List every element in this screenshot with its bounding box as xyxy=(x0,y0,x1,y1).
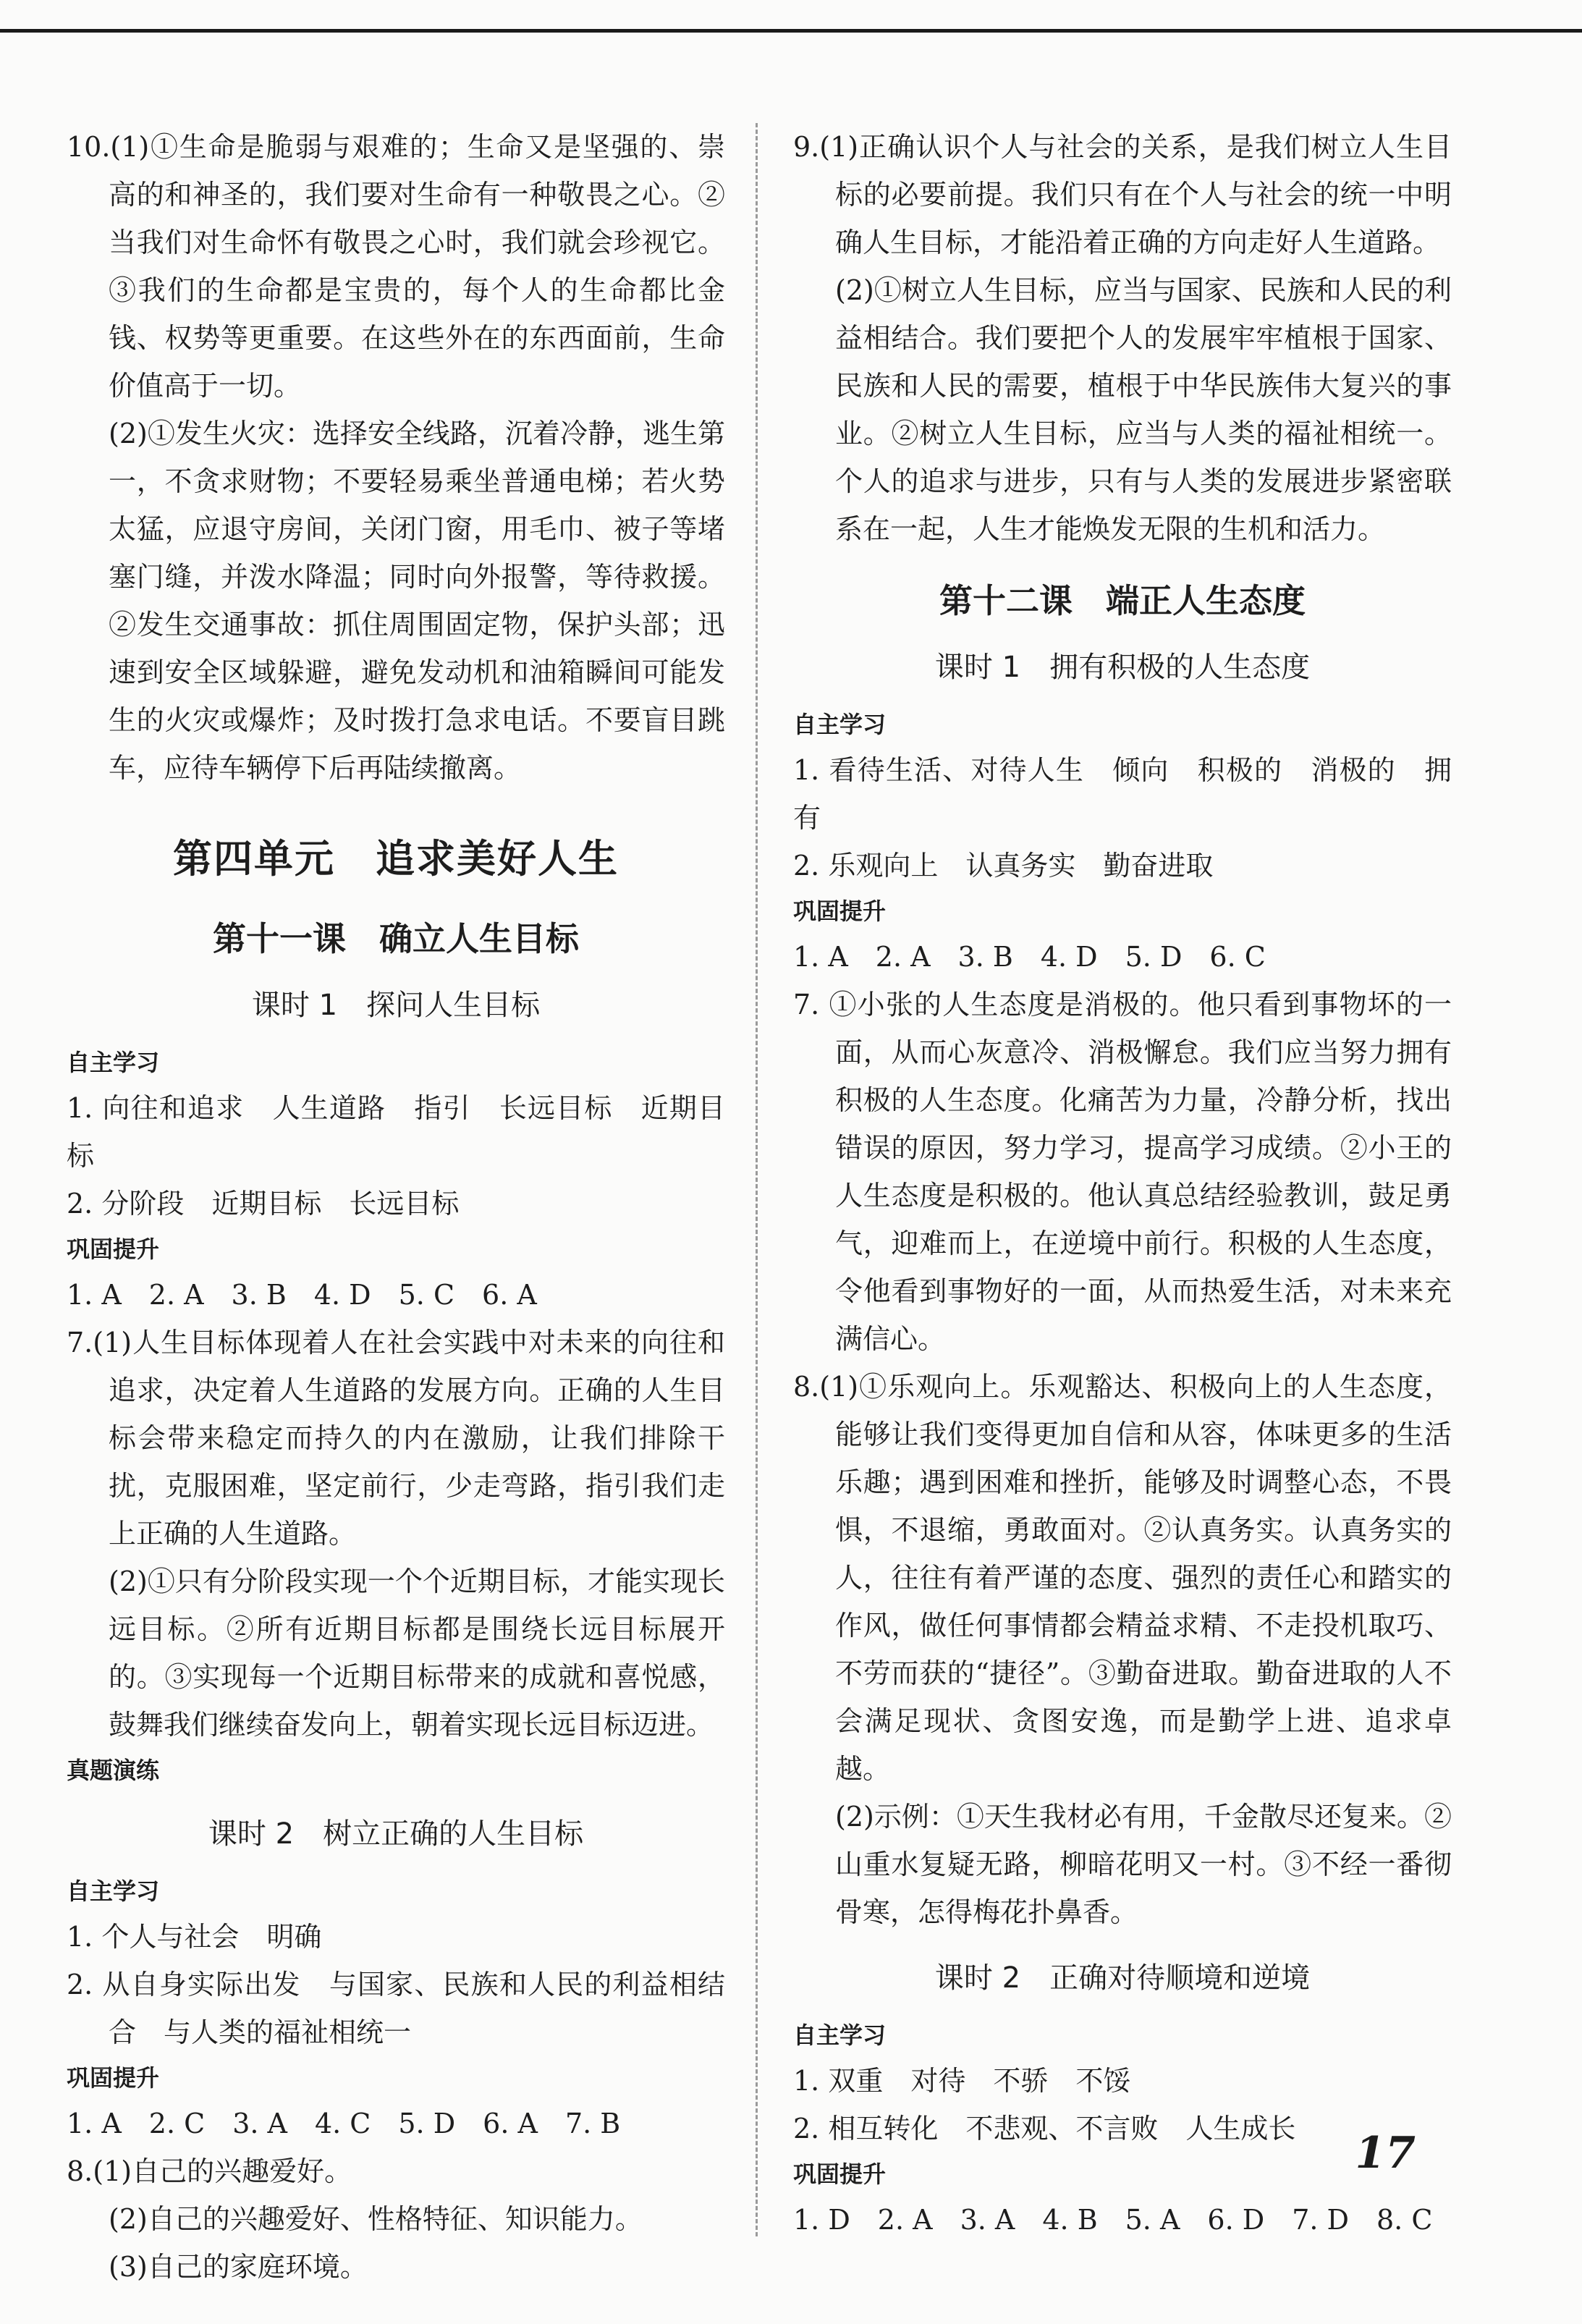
self-study-item-1: 1. 向往和追求 人生道路 指引 长远目标 近期目标 xyxy=(67,1092,725,1172)
header-rule xyxy=(0,0,1582,33)
q8-part3: (3)自己的家庭环境。 xyxy=(109,2251,368,2283)
section-consolidate-2: 巩固提升 xyxy=(67,2064,160,2092)
choice-answers-2: 1. A 2. C 3. A 4. C 5. D 6. A 7. B xyxy=(67,2108,621,2139)
choice-answers: 1. A 2. A 3. B 4. D 5. C 6. A xyxy=(67,1279,537,1311)
q9-part1: 9.(1)正确认识个人与社会的关系，是我们树立人生目标的必要前提。我们只有在个人与社会的统一中明确人生目标，才能沿着正确的方向走好人生道路。 xyxy=(793,131,1452,258)
q8-part2: (2)自己的兴趣爱好、性格特征、知识能力。 xyxy=(109,2203,643,2235)
self-study-2-item-2: 2. 从自身实际出发 与国家、民族和人民的利益相结合 与人类的福祉相统一 xyxy=(67,1969,725,2048)
self-study-2-item-1: 1. 个人与社会 明确 xyxy=(67,1921,322,1953)
choice-answers-3: 1. A 2. A 3. B 4. D 5. D 6. C xyxy=(793,941,1266,973)
lesson-12-title: 第十二课 端正人生态度 xyxy=(939,581,1306,620)
lesson-11-period-2-title: 课时 2 树立正确的人生目标 xyxy=(208,1817,584,1851)
self-study-3-item-2: 2. 乐观向上 认真务实 勤奋进取 xyxy=(793,850,1214,882)
q7-part1: 7.(1)人生目标体现着人在社会实践中对未来的向往和追求，决定着人生道路的发展方向。正确的人生目标会带来稳定而持久的内在激励，让我们排除干扰，克服困难，坚定前行，少走弯路，指引我们走上正确的人生道路。 xyxy=(67,1327,725,1550)
section-self-study: 自主学习 xyxy=(67,1049,160,1076)
q7-part2: (2)①只有分阶段实现一个个近期目标，才能实现长远目标。②所有近期目标都是围绕长远目标展开的。③实现每一个近期目标带来的成就和喜悦感，鼓舞我们继续奋发向上，朝着实现长远目标迈进。 xyxy=(109,1565,725,1741)
lesson-12-q7: 7. ①小张的人生态度是消极的。他只看到事物坏的一面，从而心灰意冷、消极懈怠。我们应当努力拥有积极的人生态度。化痛苦为力量，冷静分析，找出错误的原因，努力学习，提高学习成绩。②小王的人生态度是积极的。他认真总结经验教训，鼓足勇气，迎难而上，在逆境中前行。积极的人生态度，令他看到事物好的一面，从而热爱生活，对未来充满信心。 xyxy=(793,989,1452,1355)
section-self-study-3: 自主学习 xyxy=(793,711,887,738)
unit-title: 第四单元 追求美好人生 xyxy=(173,836,619,882)
right-column xyxy=(793,123,1452,2244)
section-exam-practice: 真题演练 xyxy=(67,1757,160,1784)
column-divider xyxy=(756,123,758,2236)
q10-part1: 10.(1)①生命是脆弱与艰难的；生命又是坚强的、崇高的和神圣的，我们要对生命有一种敬畏之心。②当我们对生命怀有敬畏之心时，我们就会珍视它。③我们的生命都是宝贵的，每个人的生命都比金钱、权势等更重要。在这些外在的东西面前，生命价值高于一切。 xyxy=(67,131,725,402)
self-study-3-item-1: 1. 看待生活、对待人生 倾向 积极的 消极的 拥有 xyxy=(793,754,1452,834)
self-study-4-item-1: 1. 双重 对待 不骄 不馁 xyxy=(793,2065,1131,2097)
section-consolidate-4: 巩固提升 xyxy=(793,2160,887,2188)
section-consolidate: 巩固提升 xyxy=(67,1235,160,1263)
lesson-12-q8-part1: 8.(1)①乐观向上。乐观豁达、积极向上的人生态度，能够让我们变得更加自信和从容，体味更多的生活乐趣；遇到困难和挫折，能够及时调整心态，不畏惧，不退缩，勇敢面对。②认真务实。认真务实的人，往往有着严谨的态度、强烈的责任心和踏实的作风，做任何事情都会精益求精、不走投机取巧、不劳而获的“捷径”。③勤奋进取。勤奋进取的人不会满足现状、贪图安逸，而是勤学上进、追求卓越。 xyxy=(793,1371,1452,1785)
section-self-study-2: 自主学习 xyxy=(67,1877,160,1905)
self-study-item-2: 2. 分阶段 近期目标 长远目标 xyxy=(67,1188,460,1220)
section-consolidate-3: 巩固提升 xyxy=(793,897,887,925)
lesson-12-period-2-title: 课时 2 正确对待顺境和逆境 xyxy=(934,1961,1311,1995)
q10-part2: (2)①发生火灾：选择安全线路，沉着冷静，逃生第一，不贪求财物；不要轻易乘坐普通电梯；若火势太猛，应退守房间，关闭门窗，用毛巾、被子等堵塞门缝，并泼水降温；同时向外报警，等待救援。②发生交通事故：抓住周围固定物，保护头部；迅速到安全区域躲避，避免发动机和油箱瞬间可能发生的火灾或爆炸；及时拨打急求电话。不要盲目跳车，应待车辆停下后再陆续撤离。 xyxy=(109,418,725,784)
q8-part1: 8.(1)自己的兴趣爱好。 xyxy=(67,2155,352,2187)
lesson-11-title: 第十一课 确立人生目标 xyxy=(213,919,579,958)
left-column xyxy=(67,123,725,2291)
self-study-4-item-2: 2. 相互转化 不悲观、不言败 人生成长 xyxy=(793,2113,1296,2145)
page-number: 17 xyxy=(1355,2128,1416,2179)
lesson-12-q8-part2: (2)示例：①天生我材必有用，千金散尽还复来。②山重水复疑无路，柳暗花明又一村。③不经一番彻骨寒，怎得梅花扑鼻香。 xyxy=(835,1801,1452,1928)
section-self-study-4: 自主学习 xyxy=(793,2021,887,2049)
lesson-12-period-1-title: 课时 1 拥有积极的人生态度 xyxy=(934,651,1311,684)
q9-part2: (2)①树立人生目标，应当与国家、民族和人民的利益相结合。我们要把个人的发展牢牢植根于国家、民族和人民的需要，植根于中华民族伟大复兴的事业。②树立人生目标，应当与人类的福祉相统一。个人的追求与进步，只有与人类的发展进步紧密联系在一起，人生才能焕发无限的生机和活力。 xyxy=(835,274,1452,545)
lesson-11-period-1-title: 课时 1 探问人生目标 xyxy=(251,989,541,1022)
choice-answers-4: 1. D 2. A 3. A 4. B 5. A 6. D 7. D 8. C xyxy=(793,2204,1433,2236)
